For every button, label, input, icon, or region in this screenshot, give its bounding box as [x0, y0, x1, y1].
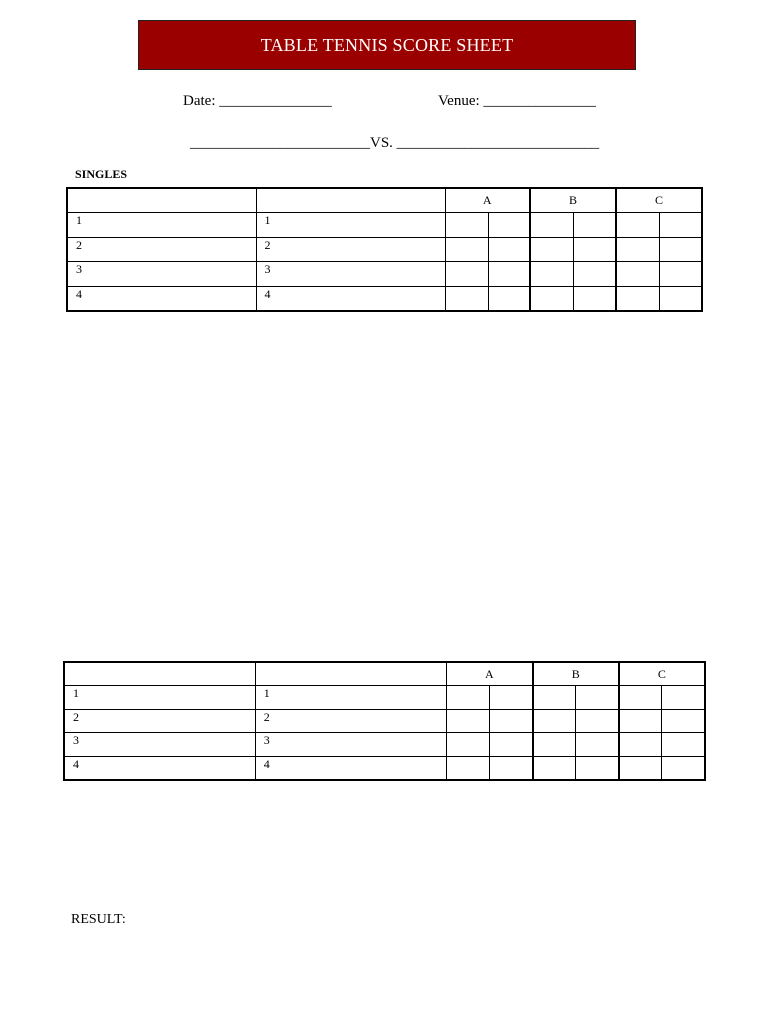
- game-c-score-left-box[interactable]: [619, 709, 662, 733]
- player-right-cell: 1: [255, 686, 446, 710]
- game-c-score-right-box[interactable]: [662, 709, 705, 733]
- game-a-score-right-box[interactable]: [488, 213, 530, 238]
- game-b-score-left-box[interactable]: [530, 262, 573, 287]
- game-b-score-left-box[interactable]: [533, 733, 576, 757]
- player-name-header-left: [67, 188, 256, 213]
- game-b-score-left-box[interactable]: [533, 686, 576, 710]
- player-left-cell: 1: [67, 213, 256, 238]
- player-name-header-right: [255, 662, 446, 686]
- game-c-score-right-box[interactable]: [659, 237, 702, 262]
- date-field: Date: _______________: [183, 93, 332, 109]
- singles-label: SINGLES: [75, 167, 128, 181]
- game-c-score-left-box[interactable]: [619, 686, 662, 710]
- table-row: [64, 756, 705, 780]
- game-c-score-right-box[interactable]: [662, 756, 705, 780]
- game-c-score-left-box[interactable]: [619, 733, 662, 757]
- game-b-score-right-box[interactable]: [576, 709, 619, 733]
- game-c-score-left-box[interactable]: [616, 286, 659, 311]
- player-left-cell: 2: [67, 237, 256, 262]
- game-b-score-left-box[interactable]: [530, 286, 573, 311]
- game-a-score-left-box[interactable]: [445, 262, 488, 287]
- player-right-cell: 4: [255, 756, 446, 780]
- game-a-header: A: [445, 188, 530, 213]
- game-b-score-left-box[interactable]: [530, 237, 573, 262]
- player-right-cell: 3: [255, 733, 446, 757]
- table-row: [67, 213, 702, 238]
- game-b-score-right-box[interactable]: [576, 733, 619, 757]
- game-c-score-left-box[interactable]: [616, 262, 659, 287]
- game-a-score-left-box[interactable]: [447, 733, 490, 757]
- game-a-score-right-box[interactable]: [488, 286, 530, 311]
- game-b-score-right-box[interactable]: [573, 237, 616, 262]
- player-left-cell: 4: [64, 756, 255, 780]
- game-a-score-left-box[interactable]: [445, 213, 488, 238]
- player-right-cell: 4: [256, 286, 445, 311]
- game-a-score-left-box[interactable]: [445, 286, 488, 311]
- game-c-score-left-box[interactable]: [616, 213, 659, 238]
- game-c-score-right-box[interactable]: [662, 686, 705, 710]
- game-c-score-left-box[interactable]: [619, 756, 662, 780]
- singles-score-table-2: [63, 661, 706, 781]
- player-name-header-right: [256, 188, 445, 213]
- game-b-header: B: [530, 188, 616, 213]
- game-a-score-right-box[interactable]: [490, 756, 533, 780]
- game-a-score-right-box[interactable]: [490, 686, 533, 710]
- game-b-header: B: [533, 662, 619, 686]
- game-c-header: C: [619, 662, 705, 686]
- title-banner: [138, 20, 636, 70]
- page-title: TABLE TENNIS SCORE SHEET: [260, 34, 514, 55]
- table-row: [67, 286, 702, 311]
- table-header-row: [67, 188, 702, 213]
- venue-field: Venue: _______________: [438, 93, 596, 109]
- table-row: [64, 686, 705, 710]
- table-row: [67, 262, 702, 287]
- result-label: RESULT:: [71, 912, 126, 927]
- player-left-cell: 2: [64, 709, 255, 733]
- game-a-score-right-box[interactable]: [490, 709, 533, 733]
- game-b-score-left-box[interactable]: [530, 213, 573, 238]
- player-right-cell: 2: [256, 237, 445, 262]
- player-name-header-left: [64, 662, 255, 686]
- game-a-score-left-box[interactable]: [447, 709, 490, 733]
- game-b-score-right-box[interactable]: [573, 286, 616, 311]
- table-row: [64, 709, 705, 733]
- table-header-row: [64, 662, 705, 686]
- game-b-score-right-box[interactable]: [576, 756, 619, 780]
- game-a-score-right-box[interactable]: [490, 733, 533, 757]
- game-b-score-left-box[interactable]: [533, 756, 576, 780]
- game-b-score-right-box[interactable]: [573, 213, 616, 238]
- game-b-score-right-box[interactable]: [576, 686, 619, 710]
- game-a-score-left-box[interactable]: [447, 756, 490, 780]
- player-left-cell: 3: [64, 733, 255, 757]
- game-a-score-right-box[interactable]: [488, 262, 530, 287]
- game-c-score-right-box[interactable]: [659, 286, 702, 311]
- table-row: [64, 733, 705, 757]
- player-left-cell: 1: [64, 686, 255, 710]
- table-row: [67, 237, 702, 262]
- game-c-header: C: [616, 188, 702, 213]
- game-a-header: A: [447, 662, 533, 686]
- player-right-cell: 3: [256, 262, 445, 287]
- game-a-score-left-box[interactable]: [447, 686, 490, 710]
- player-right-cell: 2: [255, 709, 446, 733]
- game-a-score-right-box[interactable]: [488, 237, 530, 262]
- game-b-score-left-box[interactable]: [533, 709, 576, 733]
- game-c-score-left-box[interactable]: [616, 237, 659, 262]
- game-b-score-right-box[interactable]: [573, 262, 616, 287]
- game-c-score-right-box[interactable]: [659, 213, 702, 238]
- player-left-cell: 4: [67, 286, 256, 311]
- game-c-score-right-box[interactable]: [659, 262, 702, 287]
- versus-line: ________________________VS. ___________________________: [190, 135, 600, 151]
- game-c-score-right-box[interactable]: [662, 733, 705, 757]
- singles-score-table-1: [66, 187, 703, 312]
- player-left-cell: 3: [67, 262, 256, 287]
- player-right-cell: 1: [256, 213, 445, 238]
- game-a-score-left-box[interactable]: [445, 237, 488, 262]
